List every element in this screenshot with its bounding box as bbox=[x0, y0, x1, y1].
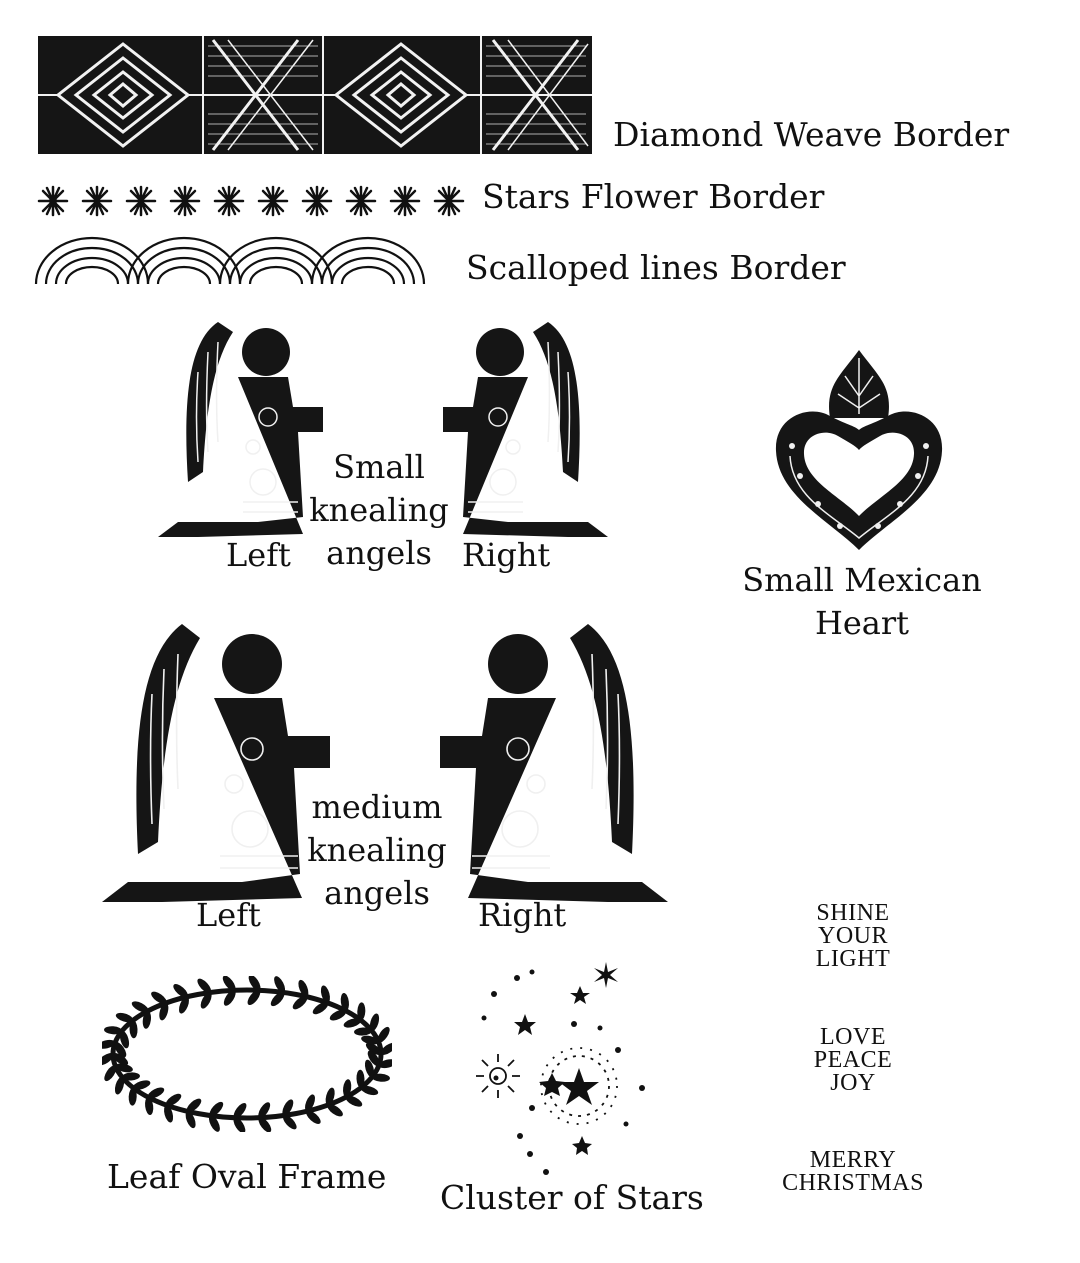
small-angel-right-stamp bbox=[428, 312, 608, 540]
small-angels-title bbox=[309, 446, 449, 575]
cluster-of-stars-stamp bbox=[462, 958, 658, 1180]
merry-line-2: CHRISTMAS bbox=[782, 1170, 924, 1196]
cluster-of-stars-label: Cluster of Stars bbox=[440, 1178, 704, 1217]
diamond-weave-border-label: Diamond Weave Border bbox=[613, 115, 1010, 154]
merry-christmas-stamp bbox=[766, 1149, 940, 1195]
medium-angel-right-label: Right bbox=[478, 896, 567, 934]
diamond-weave-border-stamp bbox=[38, 36, 592, 154]
medium-angels-title bbox=[305, 786, 449, 915]
small-mexican-heart-title-line-1: Small Mexican bbox=[742, 561, 982, 599]
scalloped-lines-border-stamp bbox=[32, 234, 436, 286]
medium-angel-left-label: Left bbox=[196, 896, 261, 934]
love-line-1: LOVE bbox=[820, 1024, 886, 1050]
medium-angels-title-line-3: angels bbox=[324, 874, 430, 912]
stars-flower-border-stamp bbox=[36, 184, 468, 218]
love-line-2: PEACE bbox=[813, 1047, 893, 1073]
small-angel-right-label: Right bbox=[462, 536, 551, 574]
small-angels-title-line-2: knealing bbox=[309, 491, 449, 529]
merry-line-1: MERRY bbox=[809, 1147, 897, 1173]
shine-line-3: LIGHT bbox=[815, 946, 891, 972]
shine-your-light-stamp bbox=[790, 902, 916, 971]
small-angels-title-line-1: Small bbox=[333, 448, 425, 486]
leaf-oval-frame-label: Leaf Oval Frame bbox=[107, 1157, 387, 1196]
scalloped-lines-border-label: Scalloped lines Border bbox=[466, 248, 846, 287]
small-angels-title-line-3: angels bbox=[326, 534, 432, 572]
medium-angel-right-stamp bbox=[428, 614, 668, 904]
small-mexican-heart-title-line-2: Heart bbox=[814, 604, 910, 642]
love-line-3: JOY bbox=[830, 1070, 876, 1096]
love-peace-joy-stamp bbox=[790, 1026, 916, 1095]
stars-flower-border-label: Stars Flower Border bbox=[482, 177, 825, 216]
small-mexican-heart-stamp bbox=[770, 346, 948, 554]
medium-angels-title-line-1: medium bbox=[311, 788, 443, 826]
small-mexican-heart-title bbox=[742, 559, 982, 645]
shine-line-1: SHINE bbox=[816, 900, 890, 926]
shine-line-2: YOUR bbox=[817, 923, 888, 949]
medium-angels-title-line-2: knealing bbox=[307, 831, 447, 869]
small-angel-left-label: Left bbox=[226, 536, 291, 574]
leaf-oval-frame-stamp bbox=[102, 976, 392, 1132]
